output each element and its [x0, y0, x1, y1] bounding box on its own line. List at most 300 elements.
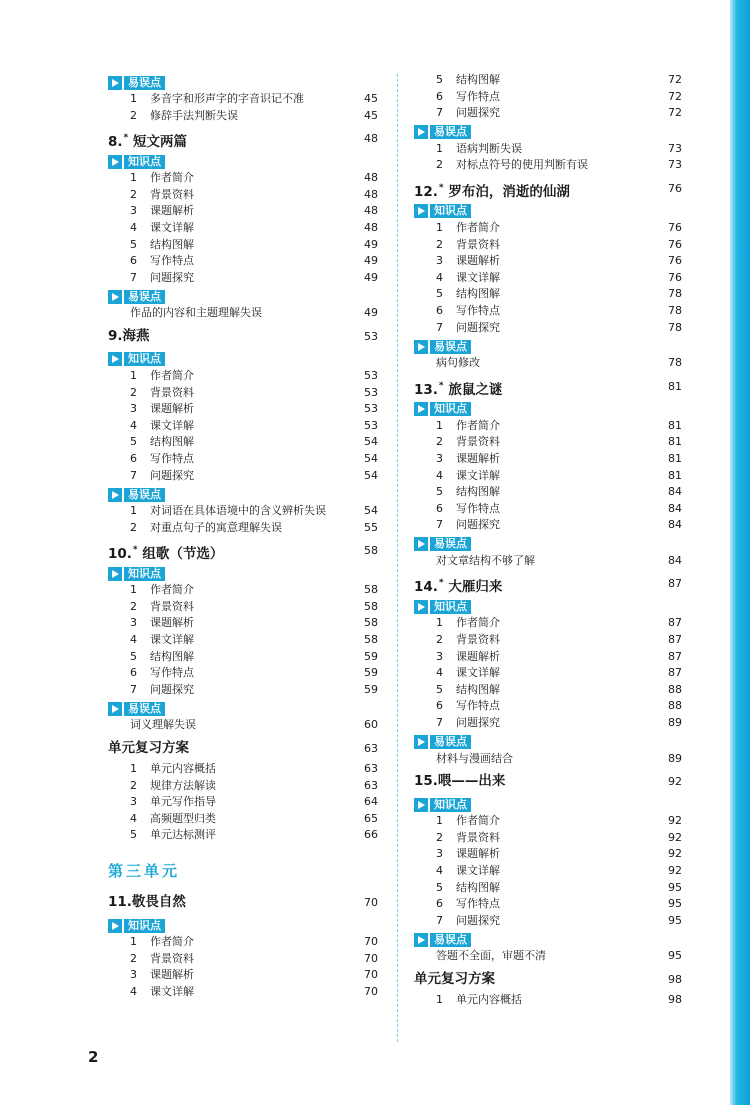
entry-number: 2 [130, 187, 137, 201]
entry-number: 5 [436, 485, 443, 499]
toc-entry[interactable] [108, 237, 378, 254]
self-study-star-icon: * [438, 578, 444, 589]
play-triangle-icon [414, 933, 428, 947]
entry-number: 1 [436, 220, 443, 234]
entry-label: 单元写作指导 [150, 795, 216, 809]
entry-number: 5 [130, 435, 137, 449]
toc-entry[interactable] [108, 717, 378, 734]
badge [414, 599, 471, 614]
entry-number: 2 [130, 108, 137, 122]
toc-entry[interactable] [414, 157, 682, 174]
entry-number: 5 [436, 287, 443, 301]
entry-number: 1 [436, 814, 443, 828]
toc-entry[interactable] [414, 286, 682, 303]
entry-page: 63 [364, 762, 378, 776]
toc-entry[interactable] [414, 846, 682, 863]
toc-entry[interactable] [108, 665, 378, 682]
lesson-page: 98 [668, 972, 682, 986]
toc-entry[interactable] [108, 91, 378, 108]
unit-title: 第三单元 [108, 862, 181, 880]
toc-entry[interactable] [108, 220, 378, 237]
entry-label: 课题解析 [456, 254, 500, 268]
entry-label: 背景资料 [150, 385, 194, 399]
toc-entry[interactable] [108, 632, 378, 649]
section-badge [108, 917, 378, 934]
toc-entry[interactable] [414, 253, 682, 270]
lesson-page: 76 [668, 181, 682, 195]
lesson-title [414, 571, 502, 600]
entry-number: 2 [436, 830, 443, 844]
lesson-title [108, 126, 187, 155]
toc-entry[interactable] [108, 934, 378, 951]
section-badge [414, 536, 682, 553]
entry-label: 课文详解 [150, 984, 194, 998]
entry-label: 规律方法解读 [150, 778, 216, 792]
entry-page: 48 [364, 204, 378, 218]
entry-label: 对文章结构不够了解 [436, 553, 535, 567]
entry-label: 作者简介 [456, 814, 500, 828]
toc-entry[interactable] [108, 984, 378, 1001]
entry-label: 作者简介 [456, 220, 500, 234]
lesson-title-text: 短文两篇 [132, 134, 187, 151]
toc-entry[interactable] [108, 203, 378, 220]
toc-entry[interactable] [414, 105, 682, 122]
toc-entry[interactable] [108, 582, 378, 599]
column-divider [397, 74, 398, 1042]
self-study-star-icon: * [438, 380, 444, 391]
entry-page: 48 [364, 171, 378, 185]
entry-number: 2 [130, 951, 137, 965]
entry-page: 54 [364, 504, 378, 518]
lesson-heading[interactable] [414, 769, 682, 794]
section-badge [414, 124, 682, 141]
toc-entry[interactable] [108, 253, 378, 270]
entry-label: 问题探究 [150, 682, 194, 696]
lesson-page: 63 [364, 742, 378, 756]
entry-label: 对词语在具体语境中的含义辨析失误 [150, 504, 326, 518]
entry-number: 3 [130, 968, 137, 982]
section-badge [414, 203, 682, 220]
toc-entry[interactable] [414, 501, 682, 518]
entry-page: 78 [668, 287, 682, 301]
toc-entry[interactable] [414, 682, 682, 699]
entry-number: 3 [436, 254, 443, 268]
lesson-heading[interactable] [108, 890, 378, 915]
badge-label: 易误点 [124, 488, 165, 502]
lesson-heading[interactable] [414, 176, 682, 201]
entry-label: 作者简介 [150, 368, 194, 382]
badge [108, 352, 165, 367]
play-triangle-icon [108, 919, 122, 933]
entry-label: 问题探究 [456, 518, 500, 532]
toc-entry[interactable] [414, 220, 682, 237]
badge-label: 易误点 [430, 933, 471, 947]
toc-entry[interactable] [414, 992, 682, 1009]
toc-entry[interactable] [414, 649, 682, 666]
entry-label: 对标点符号的使用判断有误 [456, 158, 588, 172]
entry-number: 2 [130, 778, 137, 792]
entry-label: 写作特点 [456, 501, 500, 515]
lesson-heading[interactable] [108, 126, 378, 151]
entry-label: 多音字和形声字的字音识记不准 [150, 92, 304, 105]
entry-number: 4 [130, 220, 137, 234]
toc-entry[interactable] [414, 468, 682, 485]
toc-entry[interactable] [108, 615, 378, 632]
lesson-page: 70 [364, 896, 378, 909]
toc-entry[interactable] [414, 948, 682, 965]
lesson-title [414, 769, 505, 794]
entry-page: 78 [668, 303, 682, 317]
play-triangle-icon [108, 488, 122, 502]
entry-label: 结构图解 [150, 435, 194, 449]
toc-entry[interactable] [108, 187, 378, 204]
section-badge [108, 351, 378, 368]
toc-entry[interactable] [414, 880, 682, 897]
entry-page: 72 [668, 106, 682, 120]
lesson-heading[interactable] [414, 571, 682, 596]
toc-entry[interactable] [108, 794, 378, 811]
entry-page: 59 [364, 649, 378, 663]
lesson-title [414, 374, 502, 403]
toc-entry[interactable] [414, 270, 682, 287]
toc-entry[interactable] [108, 270, 378, 287]
entry-page: 49 [364, 270, 378, 284]
entry-label: 背景资料 [456, 830, 500, 844]
entry-page: 58 [364, 599, 378, 613]
entry-page: 70 [364, 984, 378, 998]
lesson-title-text: 喂——出来 [437, 773, 506, 790]
entry-page: 70 [364, 951, 378, 965]
badge [414, 125, 471, 140]
toc-entry[interactable] [108, 649, 378, 666]
toc-entry[interactable] [414, 72, 682, 89]
toc-entry[interactable] [108, 967, 378, 984]
section-badge [414, 931, 682, 948]
lesson-heading[interactable] [108, 324, 378, 349]
lesson-heading[interactable] [108, 538, 378, 563]
entry-number: 1 [130, 762, 137, 776]
lesson-heading[interactable] [414, 967, 682, 992]
entry-page: 84 [668, 553, 682, 567]
toc-entry[interactable] [108, 503, 378, 520]
play-triangle-icon [108, 567, 122, 581]
entry-page: 92 [668, 830, 682, 844]
entry-page: 48 [364, 220, 378, 234]
toc-entry[interactable] [414, 141, 682, 158]
toc-entry[interactable] [108, 520, 378, 537]
section-badge [108, 486, 378, 503]
lesson-page: 58 [364, 544, 378, 558]
toc-entry[interactable] [108, 778, 378, 795]
lesson-page: 92 [668, 775, 682, 789]
badge-label: 知识点 [124, 919, 165, 933]
entry-page: 66 [364, 828, 378, 842]
entry-number: 5 [436, 682, 443, 696]
lesson-heading[interactable] [414, 374, 682, 399]
entry-page: 70 [364, 968, 378, 982]
entry-label: 背景资料 [150, 599, 194, 613]
entry-number: 1 [130, 504, 137, 518]
entry-number: 2 [130, 385, 137, 399]
toc-entry[interactable] [414, 451, 682, 468]
entry-label: 课题解析 [456, 649, 500, 663]
entry-label: 背景资料 [150, 951, 194, 965]
toc-entry[interactable] [108, 761, 378, 778]
badge-label: 易误点 [430, 125, 471, 139]
toc-entry[interactable] [108, 682, 378, 699]
entry-page: 59 [364, 666, 378, 680]
toc-entry[interactable] [414, 434, 682, 451]
entry-number: 3 [436, 847, 443, 861]
entry-label: 写作特点 [456, 89, 500, 103]
badge [414, 339, 471, 354]
badge [108, 701, 165, 716]
section-badge [414, 598, 682, 615]
toc-entry[interactable] [414, 615, 682, 632]
entry-label: 修辞手法判断失误 [150, 108, 238, 122]
lesson-number: 14. [414, 579, 438, 596]
toc-entry[interactable] [108, 451, 378, 468]
badge-label: 知识点 [124, 155, 165, 169]
entry-number: 4 [130, 984, 137, 998]
lesson-title [108, 538, 223, 567]
badge [108, 154, 165, 169]
toc-entry[interactable] [414, 484, 682, 501]
entry-label: 课题解析 [150, 204, 194, 218]
entry-number: 6 [130, 666, 137, 680]
play-triangle-icon [414, 735, 428, 749]
entry-page: 58 [364, 633, 378, 647]
toc-entry[interactable] [414, 715, 682, 732]
toc-entry[interactable] [108, 108, 378, 125]
entry-label: 词义理解失误 [130, 718, 196, 732]
entry-page: 84 [668, 518, 682, 532]
entry-page: 95 [668, 880, 682, 894]
section-badge [108, 153, 378, 170]
toc-entry[interactable] [108, 951, 378, 968]
entry-number: 4 [130, 811, 137, 825]
toc-entry[interactable] [414, 237, 682, 254]
entry-number: 5 [130, 649, 137, 663]
entry-page: 95 [668, 949, 682, 963]
entry-label: 对重点句子的寓意理解失误 [150, 520, 282, 534]
entry-label: 答题不全面，审题不清 [436, 949, 546, 963]
entry-page: 95 [668, 897, 682, 911]
entry-page: 84 [668, 485, 682, 499]
lesson-heading[interactable] [108, 736, 378, 761]
entry-number: 5 [436, 880, 443, 894]
entry-page: 89 [668, 716, 682, 730]
entry-page: 59 [364, 682, 378, 696]
entry-page: 92 [668, 864, 682, 877]
badge [414, 537, 471, 552]
toc-entry[interactable] [414, 355, 682, 372]
lesson-title-text: 旅鼠之谜 [448, 381, 503, 398]
entry-number: 2 [436, 633, 443, 647]
entry-label: 材料与漫画结合 [436, 751, 513, 765]
page-number: 2 [88, 1048, 99, 1066]
entry-number: 3 [130, 616, 137, 630]
entry-number: 6 [436, 89, 443, 103]
lesson-number: 9. [108, 327, 123, 344]
lesson-title-text: 单元复习方案 [108, 740, 189, 757]
entry-label: 写作特点 [456, 699, 500, 713]
entry-page: 45 [364, 108, 378, 122]
toc-entry[interactable] [414, 553, 682, 570]
entry-page: 54 [364, 451, 378, 465]
entry-page: 87 [668, 666, 682, 680]
entry-number: 4 [436, 666, 443, 680]
toc-entry[interactable] [108, 368, 378, 385]
entry-page: 78 [668, 320, 682, 334]
self-study-star-icon: * [438, 182, 444, 193]
entry-page: 73 [668, 141, 682, 155]
toc-entry[interactable] [108, 170, 378, 187]
entry-number: 4 [436, 270, 443, 284]
toc-entry[interactable] [414, 89, 682, 106]
play-triangle-icon [414, 537, 428, 551]
toc-entry[interactable] [414, 863, 682, 880]
entry-label: 问题探究 [456, 913, 500, 927]
entry-page: 64 [364, 795, 378, 809]
entry-label: 结构图解 [456, 287, 500, 301]
entry-number: 7 [436, 106, 443, 120]
toc-entry[interactable] [108, 305, 378, 322]
badge-label: 易误点 [124, 702, 165, 716]
entry-page: 88 [668, 699, 682, 713]
entry-label: 结构图解 [456, 485, 500, 499]
entry-page: 81 [668, 451, 682, 465]
entry-label: 课文详解 [456, 468, 500, 482]
entry-number: 1 [436, 616, 443, 630]
entry-number: 6 [130, 254, 137, 268]
entry-label: 写作特点 [456, 897, 500, 911]
toc-entry[interactable] [108, 811, 378, 828]
toc-entry[interactable] [414, 517, 682, 534]
toc-entry[interactable] [108, 599, 378, 616]
toc-entry[interactable] [414, 320, 682, 337]
entry-page: 73 [668, 158, 682, 172]
play-triangle-icon [108, 155, 122, 169]
entry-label: 课文详解 [456, 270, 500, 284]
toc-entry[interactable] [108, 418, 378, 435]
entry-label: 课题解析 [150, 402, 194, 416]
self-study-star-icon: * [132, 545, 138, 556]
entry-number: 4 [436, 468, 443, 482]
badge [108, 918, 165, 933]
section-badge [108, 74, 378, 91]
toc-entry[interactable] [414, 632, 682, 649]
toc-entry[interactable] [108, 434, 378, 451]
section-badge [108, 700, 378, 717]
entry-number: 1 [436, 141, 443, 155]
play-triangle-icon [414, 402, 428, 416]
lesson-page: 48 [364, 132, 378, 146]
toc-entry[interactable] [108, 385, 378, 402]
entry-page: 95 [668, 913, 682, 927]
entry-number: 2 [436, 435, 443, 449]
badge [108, 566, 165, 581]
entry-number: 2 [436, 237, 443, 251]
toc-entry[interactable] [414, 751, 682, 768]
entry-label: 问题探究 [150, 270, 194, 284]
toc-entry[interactable] [414, 830, 682, 847]
entry-label: 课文详解 [150, 633, 194, 647]
entry-label: 病句修改 [436, 356, 480, 370]
entry-number: 6 [436, 303, 443, 317]
toc-entry[interactable] [108, 468, 378, 485]
entry-page: 72 [668, 89, 682, 103]
toc-entry[interactable] [414, 418, 682, 435]
entry-label: 作品的内容和主题理解失误 [130, 306, 262, 320]
entry-label: 课文详解 [456, 666, 500, 680]
entry-label: 作者简介 [150, 935, 194, 948]
entry-page: 81 [668, 468, 682, 482]
entry-label: 背景资料 [456, 633, 500, 647]
badge [414, 797, 471, 812]
badge-label: 知识点 [430, 798, 471, 812]
badge-label: 易误点 [124, 290, 165, 304]
entry-label: 问题探究 [456, 320, 500, 334]
entry-label: 课文详解 [150, 220, 194, 234]
lesson-title [108, 890, 186, 915]
entry-label: 写作特点 [150, 254, 194, 268]
play-triangle-icon [108, 76, 122, 90]
toc-entry[interactable] [414, 303, 682, 320]
lesson-number: 13. [414, 381, 438, 398]
entry-label: 问题探究 [456, 716, 500, 730]
entry-page: 53 [364, 385, 378, 399]
entry-page: 76 [668, 270, 682, 284]
entry-number: 6 [436, 897, 443, 911]
entry-label: 课文详解 [456, 864, 500, 877]
play-triangle-icon [414, 340, 428, 354]
toc-entry[interactable] [108, 827, 378, 844]
toc-entry[interactable] [108, 401, 378, 418]
badge-label: 知识点 [124, 567, 165, 581]
toc-entry[interactable] [414, 913, 682, 930]
entry-page: 76 [668, 220, 682, 234]
unit-heading [108, 854, 378, 888]
entry-number: 6 [436, 501, 443, 515]
entry-number: 1 [436, 418, 443, 432]
entry-number: 7 [130, 270, 137, 284]
entry-label: 高频题型归类 [150, 811, 216, 825]
entry-number: 1 [130, 935, 137, 948]
entry-label: 单元内容概括 [456, 992, 522, 1006]
entry-number: 6 [436, 699, 443, 713]
entry-page: 53 [364, 402, 378, 416]
toc-entry[interactable] [414, 813, 682, 830]
toc-entry[interactable] [414, 665, 682, 682]
entry-label: 写作特点 [456, 303, 500, 317]
badge-label: 易误点 [430, 735, 471, 749]
entry-page: 49 [364, 306, 378, 320]
play-triangle-icon [108, 702, 122, 716]
section-badge [414, 796, 682, 813]
entry-page: 92 [668, 847, 682, 861]
entry-label: 问题探究 [150, 468, 194, 482]
toc-entry[interactable] [414, 698, 682, 715]
entry-page: 55 [364, 520, 378, 534]
entry-number: 3 [436, 649, 443, 663]
play-triangle-icon [414, 125, 428, 139]
lesson-title [108, 324, 150, 349]
toc-entry[interactable] [414, 896, 682, 913]
badge-label: 易误点 [430, 340, 471, 354]
entry-label: 作者简介 [150, 583, 194, 597]
entry-label: 课题解析 [456, 451, 500, 465]
